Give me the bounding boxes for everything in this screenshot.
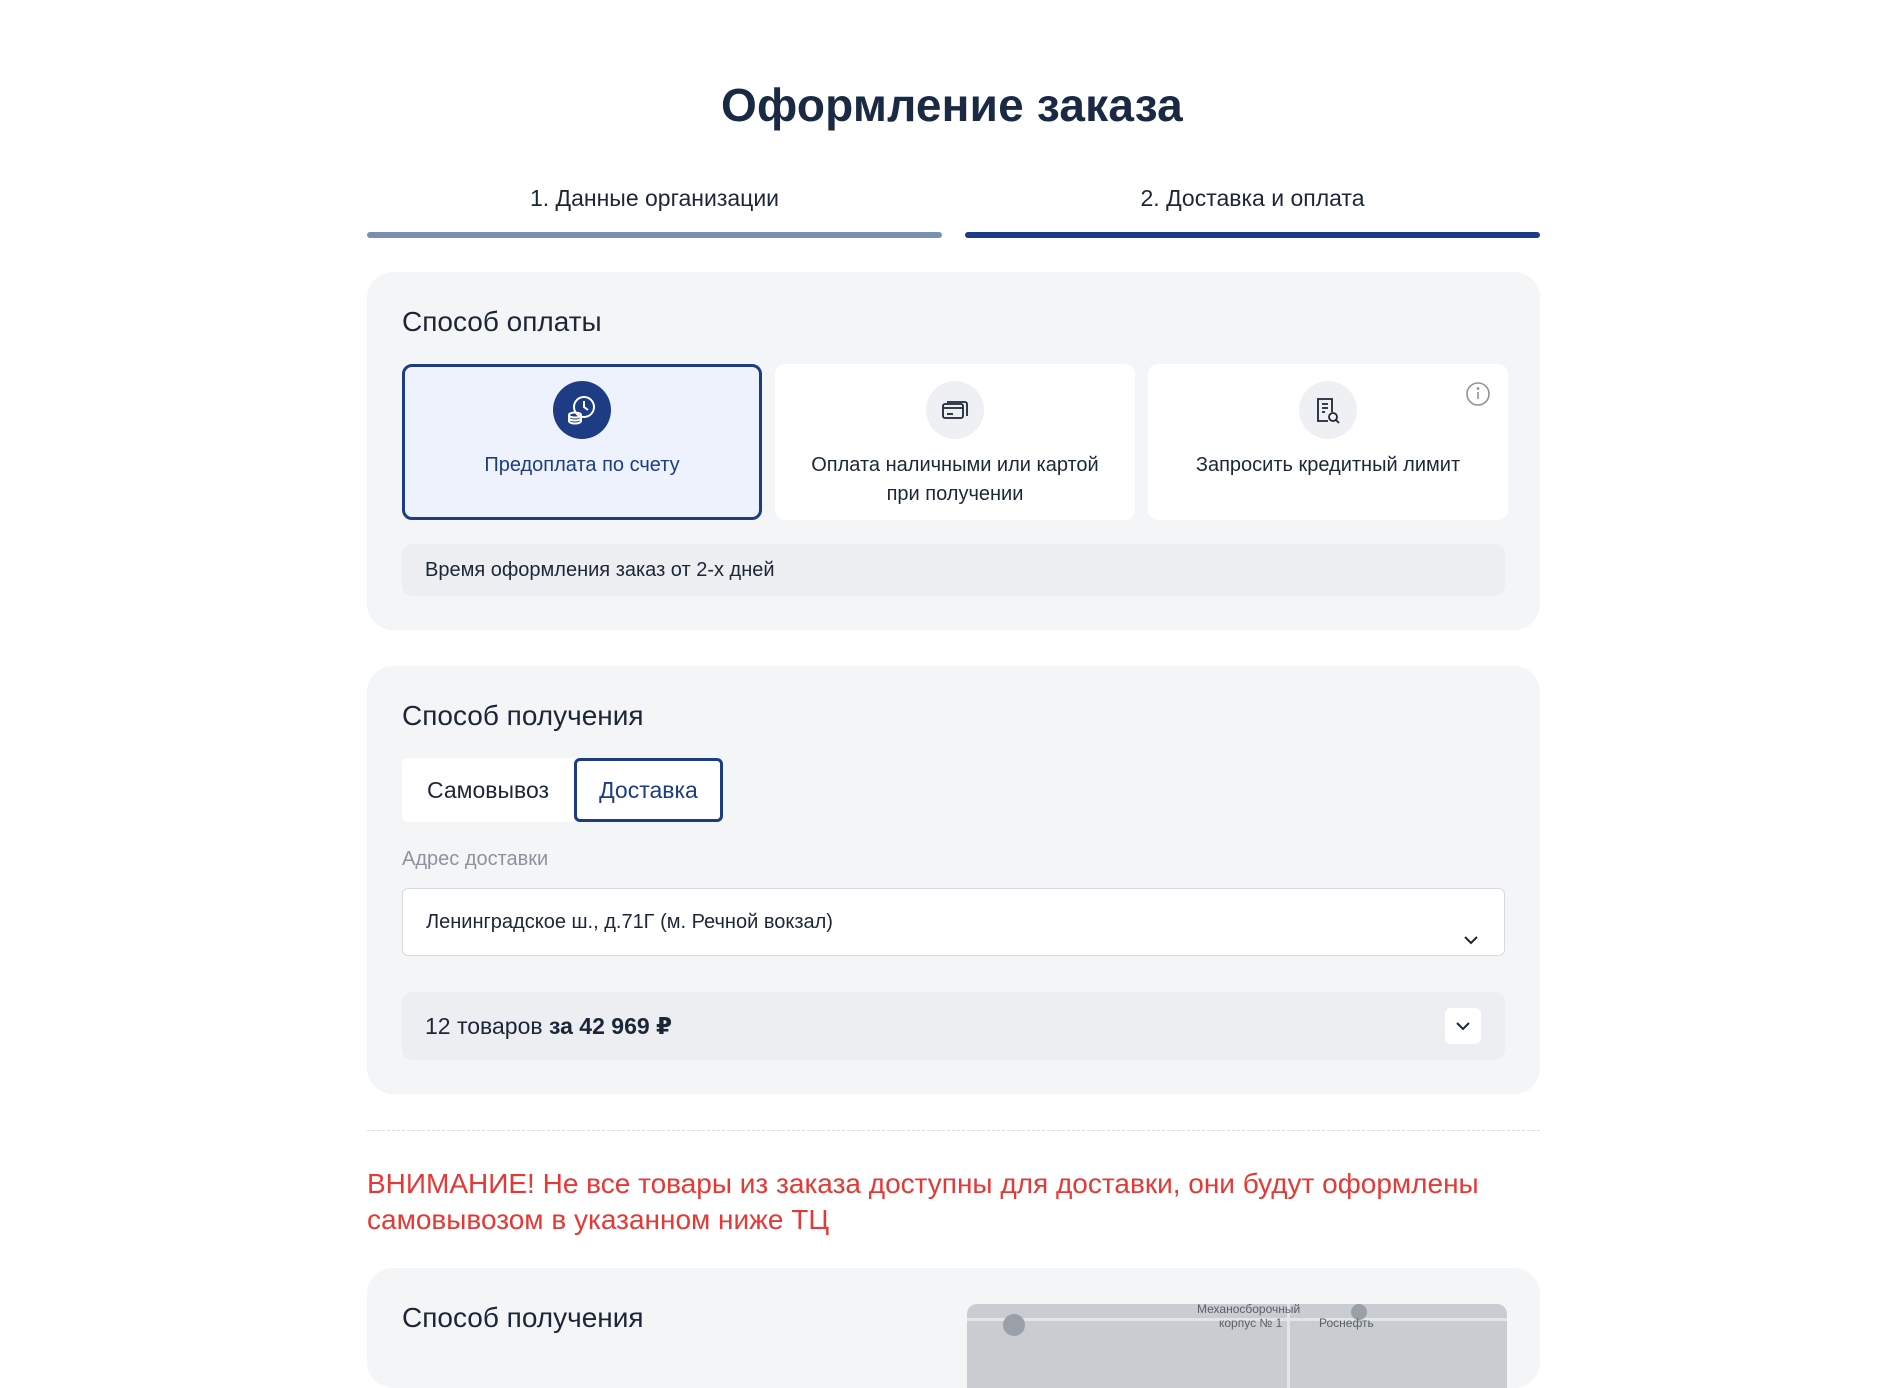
document-search-icon	[1299, 381, 1357, 439]
map-label: Роснефть	[1319, 1316, 1374, 1330]
address-label: Адрес доставки	[402, 848, 549, 870]
step-progress-bar	[965, 232, 1540, 238]
info-icon[interactable]	[1465, 381, 1491, 407]
step-label: 2. Доставка и оплата	[1140, 185, 1365, 211]
address-value: Ленинградское ш., д.71Г (м. Речной вокзал)	[426, 911, 833, 933]
delivery-warning: ВНИМАНИЕ! Не все товары из заказа доступны для доставки, они будут оформлены самовывозом в указанном ниже ТЦ	[367, 1168, 1479, 1235]
summary-price: за 42 969 ₽	[549, 1013, 673, 1039]
step-label: 1. Данные организации	[529, 185, 780, 211]
divider	[367, 1130, 1540, 1131]
payment-option-cash-card[interactable]	[775, 364, 1135, 520]
step-organization[interactable]	[367, 180, 942, 238]
pickup-method-title: Способ получения	[402, 1302, 644, 1333]
receive-method-card	[367, 666, 1540, 1094]
order-summary-toggle[interactable]	[402, 992, 1505, 1060]
step-delivery-payment[interactable]	[965, 180, 1540, 238]
receive-method-switch	[402, 758, 723, 822]
chevron-down-icon	[1452, 1015, 1474, 1037]
payment-option-credit-limit[interactable]	[1148, 364, 1508, 520]
checkout-steps	[367, 180, 1540, 238]
payment-options	[402, 364, 1508, 520]
summary-count: 12 товаров	[425, 1013, 543, 1039]
map-label: корпус № 1	[1219, 1316, 1283, 1330]
map-road	[1287, 1304, 1290, 1388]
payment-option-label: Запросить кредитный лимит	[1195, 454, 1461, 476]
payment-option-label: Предоплата по счету	[484, 454, 680, 476]
map-pin-icon	[1003, 1314, 1025, 1336]
payment-option-label: Оплата наличными или картой при получении	[811, 454, 1099, 505]
chevron-down-icon	[1460, 912, 1482, 934]
page-title: Оформление заказа	[721, 79, 1183, 131]
payment-note: Время оформления заказ от 2-х дней	[402, 544, 1505, 596]
map-preview[interactable]	[967, 1304, 1507, 1388]
invoice-clock-icon	[553, 381, 611, 439]
pickup-method-card	[367, 1268, 1540, 1388]
address-select[interactable]	[402, 888, 1505, 956]
expand-button[interactable]	[1445, 1008, 1481, 1044]
payment-method-card	[367, 272, 1540, 630]
tab-delivery[interactable]: Доставка	[574, 758, 723, 822]
payment-method-title: Способ оплаты	[402, 306, 602, 337]
card-icon	[926, 381, 984, 439]
tab-pickup[interactable]: Самовывоз	[402, 758, 574, 822]
receive-method-title: Способ получения	[402, 700, 644, 731]
map-label: Механосборочный	[1197, 1302, 1301, 1316]
payment-option-prepay[interactable]	[402, 364, 762, 520]
step-progress-bar	[367, 232, 942, 238]
